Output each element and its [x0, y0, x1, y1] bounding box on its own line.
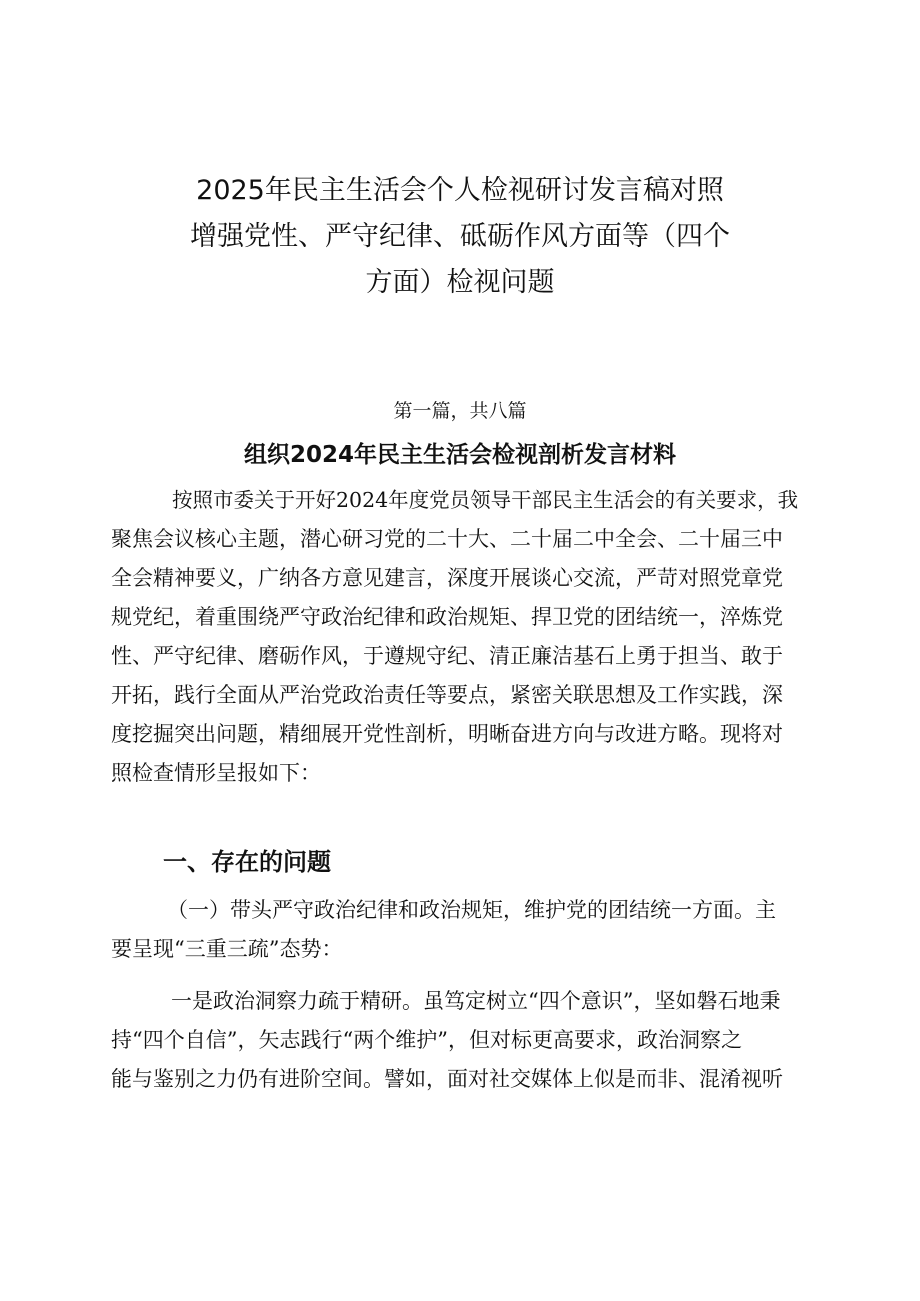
document-title	[150, 168, 770, 306]
point-paragraph	[111, 982, 811, 1099]
intro-line-5: 性、严守纪律、磨砺作风，于遵规守纪、清正廉洁基石上勇于担当、敢于	[111, 644, 783, 668]
intro-line-7: 度挖掘突出问题，精细展开党性剖析，明晰奋进方向与改进方略。现将对	[111, 722, 783, 746]
part-label: 第一篇，共八篇	[393, 400, 527, 422]
subsection-paragraph	[111, 891, 811, 969]
intro-paragraph	[111, 481, 811, 793]
subsection-line-1: （一）带头严守政治纪律和政治规矩，维护党的团结统一方面。主	[167, 898, 776, 922]
point-line-2: 持“四个自信”，矢志践行“两个维护”，但对标更高要求，政治洞察之	[111, 1028, 742, 1052]
title-line-2: 增强党性、严守纪律、砥砺作风方面等（四个	[190, 221, 730, 252]
title-line-3: 方面）检视问题	[365, 267, 555, 298]
point-line-1: 一是政治洞察力疏于精研。虽笃定树立“四个意识”，坚如磐石地秉	[171, 989, 781, 1013]
intro-line-3: 全会精神要义，广纳各方意见建言，深度开展谈心交流，严苛对照党章党	[111, 566, 783, 590]
point-line-3: 能与鉴别之力仍有进阶空间。譬如，面对社交媒体上似是而非、混淆视听	[111, 1067, 783, 1091]
subsection-line-2: 要呈现“三重三疏”态势：	[111, 937, 343, 961]
section-heading: 一、存在的问题	[163, 848, 331, 876]
intro-line-6: 开拓，践行全面从严治党政治责任等要点，紧密关联思想及工作实践，深	[111, 683, 783, 707]
intro-line-2: 聚焦会议核心主题，潜心研习党的二十大、二十届二中全会、二十届三中	[111, 527, 783, 551]
intro-line-4: 规党纪，着重围绕严守政治纪律和政治规矩、捍卫党的团结统一，淬炼党	[111, 605, 783, 629]
title-line-1: 2025年民主生活会个人检视研讨发言稿对照	[196, 175, 724, 206]
intro-line-8: 照检查情形呈报如下：	[111, 761, 321, 785]
intro-line-1: 按照市委关于开好2024年度党员领导干部民主生活会的有关要求，我	[172, 488, 799, 512]
material-title: 组织2024年民主生活会检视剖析发言材料	[243, 442, 676, 468]
